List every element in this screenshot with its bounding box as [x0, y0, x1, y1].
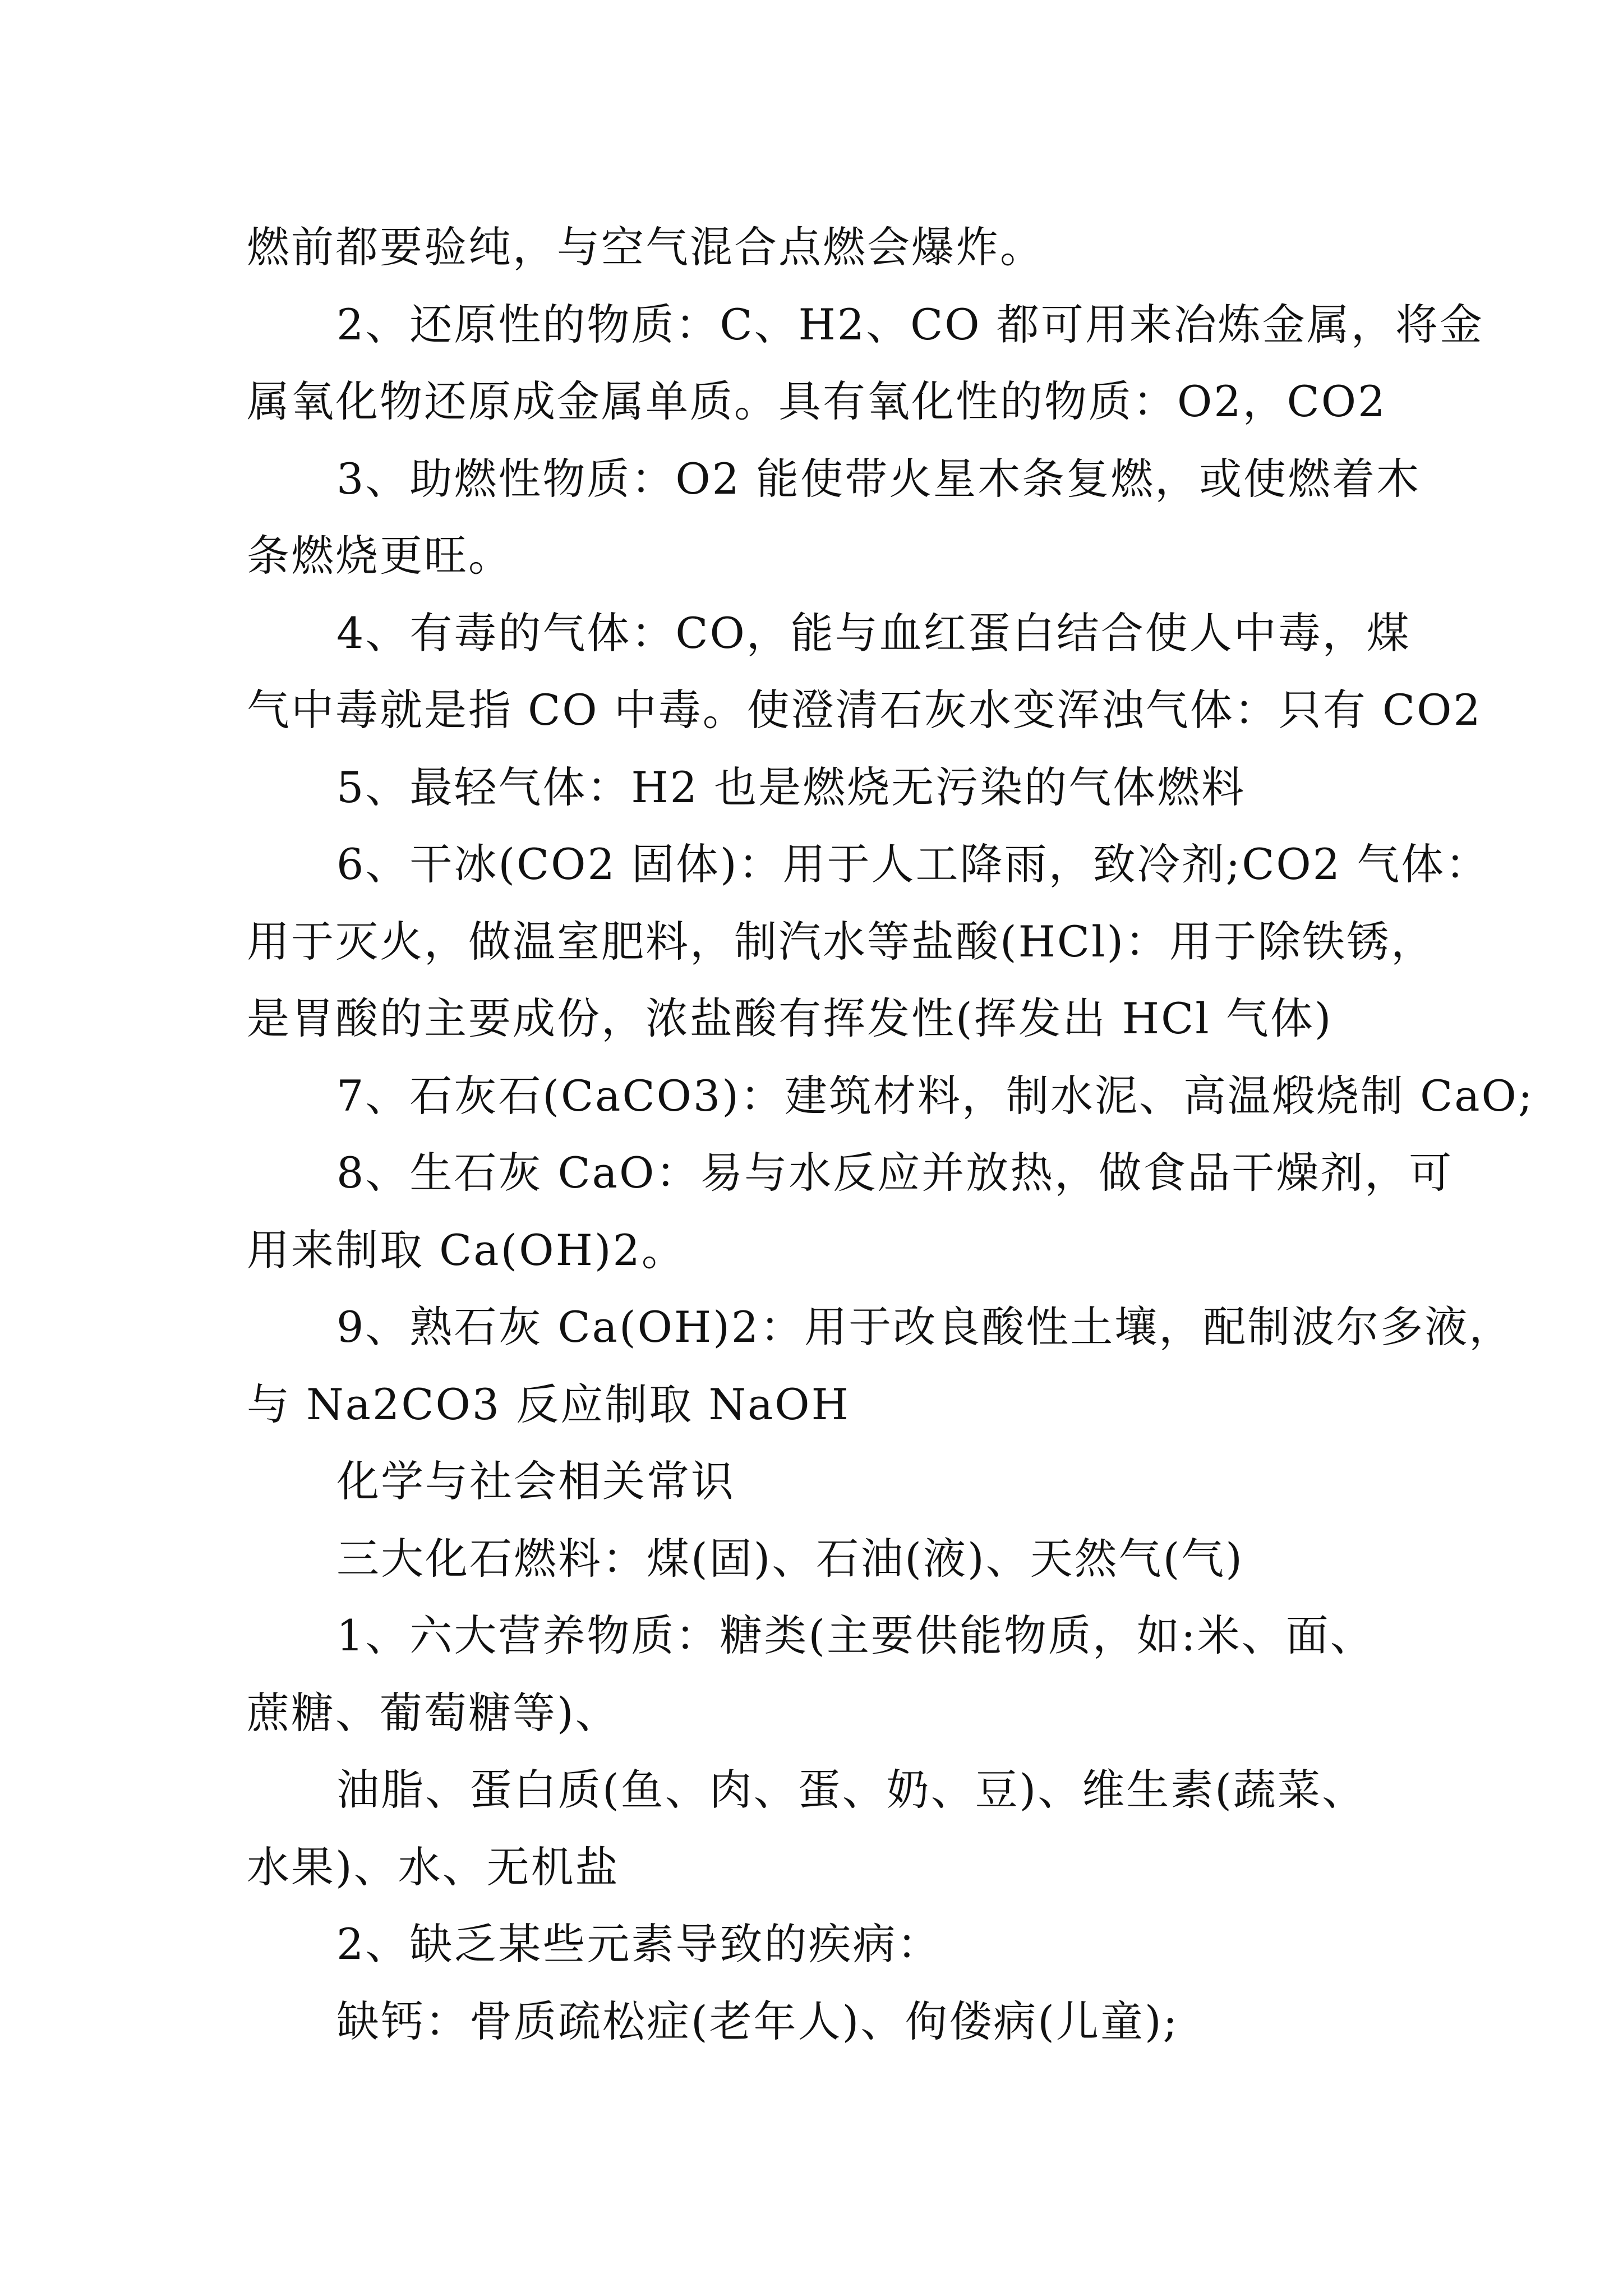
text-line: 与 Na2CO3 反应制取 NaOH: [247, 1379, 850, 1429]
text-line: 气中毒就是指 CO 中毒。使澄清石灰水变浑浊气体：只有 CO2: [247, 685, 1482, 735]
text-line: 油脂、蛋白质(鱼、肉、蛋、奶、豆)、维生素(蔬菜、: [336, 1765, 1366, 1815]
document-body: [247, 209, 1534, 2060]
text-line: 4、有毒的气体：CO，能与血红蛋白结合使人中毒，煤: [336, 608, 1411, 658]
text-line: 缺钙：骨质疏松症(老年人)、佝偻病(儿童);: [336, 1996, 1179, 2046]
text-line: 5、最轻气体：H2 也是燃烧无污染的气体燃料: [336, 762, 1246, 812]
text-line: 属氧化物还原成金属单质。具有氧化性的物质：O2，CO2: [247, 376, 1387, 426]
text-line: 3、助燃性物质：O2 能使带火星木条复燃，或使燃着木: [336, 453, 1421, 504]
text-line: 用来制取 Ca(OH)2。: [247, 1225, 686, 1275]
text-line: 水果)、水、无机盐: [247, 1842, 620, 1892]
text-line: 用于灭火，做温室肥料，制汽水等盐酸(HCl)：用于除铁锈，: [247, 916, 1436, 967]
text-line: 6、干冰(CO2 固体)：用于人工降雨，致冷剂;CO2 气体：: [336, 839, 1490, 889]
text-line: 条燃烧更旺。: [247, 531, 513, 581]
text-line: 8、生石灰 CaO：易与水反应并放热，做食品干燥剂，可: [336, 1148, 1454, 1198]
text-line: 1、六大营养物质：糖类(主要供能物质，如:米、面、: [336, 1611, 1375, 1660]
text-line: 燃前都要验纯，与空气混合点燃会爆炸。: [247, 222, 1044, 272]
text-line: 三大化石燃料：煤(固)、石油(液)、天然气(气): [336, 1533, 1244, 1584]
section-heading: 化学与社会相关常识: [336, 1456, 735, 1506]
text-line: 2、缺乏某些元素导致的疾病：: [336, 1919, 942, 1969]
text-line: 2、还原性的物质：C、H2、CO 都可用来冶炼金属，将金: [336, 299, 1484, 349]
text-line: 蔗糖、葡萄糖等)、: [247, 1687, 620, 1738]
text-line: 9、熟石灰 Ca(OH)2：用于改良酸性土壤，配制波尔多液，: [336, 1302, 1514, 1352]
text-line: 是胃酸的主要成份，浓盐酸有挥发性(挥发出 HCl 气体): [247, 993, 1333, 1043]
text-line: 7、石灰石(CaCO3)：建筑材料，制水泥、高温煅烧制 CaO;: [336, 1070, 1534, 1121]
